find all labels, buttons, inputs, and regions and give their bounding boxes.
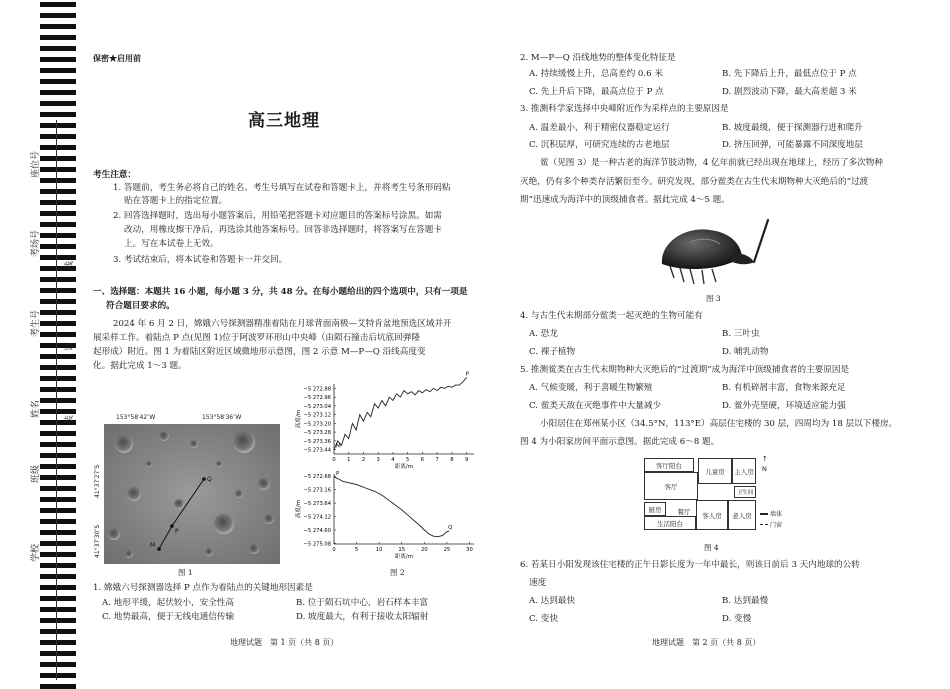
- figure-3-caption: 图 3: [706, 294, 721, 303]
- question-3-option-a: A. 温差最小，利于精密仪器稳定运行: [529, 123, 670, 133]
- question-4-option-a: A. 恐龙: [529, 329, 558, 339]
- map-longitude-left: 153°58′42″W: [116, 414, 156, 421]
- figure-2-caption: 图 2: [390, 568, 405, 577]
- question-5-option-c: C. 鲎类天敌在灭绝事件中大量减少: [529, 401, 662, 411]
- binding-stripe: [40, 2, 76, 7]
- question-5-stem: 5. 推测鲎类在古生代末期物种大灭绝后的“过渡期”成为海洋中顶级捕食者的主要原因是: [520, 365, 850, 375]
- crater-mark: [146, 461, 152, 467]
- binding-stripe: [40, 156, 76, 161]
- question-4-option-c: C. 裸子植物: [529, 347, 576, 357]
- y-tick-label: −5 273.04: [303, 403, 331, 410]
- intro-paragraph-2: 鲎（见图 3）是一种古老的海洋节肢动物，4 亿年前就已经出现在地球上，经历了多次物种: [540, 158, 883, 168]
- map-point-q: Q: [207, 476, 212, 483]
- binding-stripe: [40, 211, 76, 216]
- binding-stripe: [40, 90, 76, 95]
- x-tick-label: 10: [375, 547, 383, 553]
- room-utility-balcony: 生活阳台: [644, 516, 696, 530]
- binding-stripe: [40, 310, 76, 315]
- notice-line: 2. 回答选择题时，选出每小题答案后，用铅笔把答题卡对应题目的答案标号涂黑。如需: [113, 211, 442, 221]
- binding-stripe: [40, 277, 76, 282]
- y-tick-label: −5 273.28: [303, 430, 331, 437]
- binding-stripe: [40, 332, 76, 337]
- crater-mark: [127, 487, 141, 501]
- y-tick-label: −5 272.88: [303, 386, 331, 393]
- map-point-m: M: [150, 542, 156, 549]
- binding-stripe: [40, 376, 76, 381]
- question-2-option-b: B. 先下降后上升，最低点位于 P 点: [722, 69, 857, 79]
- figure-4-floorplan: [636, 455, 786, 541]
- y-axis-label: 高度/m: [296, 409, 302, 429]
- crater-mark: [249, 544, 259, 554]
- crater-mark: [258, 478, 270, 490]
- y-tick-label: −5 273.12: [303, 412, 331, 419]
- question-5-option-d: D. 鲎外壳坚硬，环境适应能力强: [722, 401, 846, 411]
- binding-stripe: [40, 497, 76, 502]
- series-end-label: P: [465, 371, 469, 378]
- x-tick-label: 3: [376, 457, 380, 463]
- page-footer-left: 地理试题 第 1 页（共 8 页）: [230, 638, 339, 647]
- elevation-line: [334, 377, 467, 449]
- question-6-stem: 6. 若某日小阳发现该住宅楼的正午日影长度为一年中最长，则该日前后 3 天内地球的公转: [520, 560, 860, 570]
- north-arrow-icon: ↑: [762, 455, 768, 463]
- binding-stripe: [40, 585, 76, 590]
- cut-mark-staple: 装: [65, 414, 75, 424]
- question-2-stem: 2. M—P—Q 沿线地势的整体变化特征是: [520, 53, 676, 63]
- map-latitude-top: 41°37′27″S: [94, 464, 101, 498]
- intro-paragraph-2: 灭绝，仍有多个种类存活繁衍至今。研究发现，部分鲎类在古生代末期物种大灭绝后的“过渡: [520, 177, 869, 187]
- binding-stripe: [40, 24, 76, 29]
- intro-paragraph: 化。据此完成 1～3 题。: [93, 361, 187, 371]
- question-2-option-d: D. 剧烈波动下降，最大高差超 3 米: [722, 87, 857, 97]
- question-6-option-d: D. 变慢: [722, 614, 752, 624]
- binding-stripe: [40, 68, 76, 73]
- question-5-option-a: A. 气候变暖，利于喜暖生物繁殖: [529, 383, 653, 393]
- binding-line: [56, 120, 57, 680]
- map-longitude-right: 153°58′36″W: [202, 414, 242, 421]
- binding-stripe: [40, 508, 76, 513]
- binding-stripe: [40, 145, 76, 150]
- y-tick-label: −5 273.64: [303, 501, 331, 508]
- question-1-stem: 1. 嫦娥六号探测器选择 P 点作为着陆点的关键地形因素是: [93, 583, 313, 593]
- binding-stripe: [40, 57, 76, 62]
- y-tick-label: −5 274.12: [303, 514, 331, 521]
- section-title: 一、选择题：本题共 16 小题，每小题 3 分，共 48 分。在每小题给出的四个选项中，只有一项是: [93, 287, 468, 297]
- page-footer-right: 地理试题 第 2 页（共 8 页）: [652, 638, 761, 647]
- y-tick-label: −5 272.68: [303, 474, 331, 481]
- x-tick-label: 6: [420, 457, 425, 463]
- binding-stripe: [40, 233, 76, 238]
- room-child: 儿童房: [698, 458, 732, 484]
- section-title-cont: 符合题目要求的。: [106, 301, 175, 311]
- binding-stripe: [40, 662, 76, 667]
- binding-stripe: [40, 79, 76, 84]
- binding-stripe: [40, 618, 76, 623]
- crater-mark: [190, 440, 198, 448]
- x-tick-label: 20: [421, 547, 428, 553]
- crater-mark: [216, 461, 222, 467]
- question-5-option-b: B. 有机碎屑丰富，食物来源充足: [722, 383, 846, 393]
- binding-stripe: [40, 629, 76, 634]
- legend-wall-label: 墙体: [770, 511, 783, 518]
- binding-stripe: [40, 519, 76, 524]
- question-3-option-d: D. 挤压回弹，可能暴露不同深度地层: [722, 140, 863, 150]
- question-1-option-a: A. 地形平缓，起伏较小，安全性高: [102, 598, 234, 608]
- binding-stripe: [40, 13, 76, 18]
- binding-stripe: [40, 431, 76, 436]
- binding-stripe: [40, 288, 76, 293]
- cut-mark-bind: 订: [65, 341, 75, 351]
- y-tick-label: −5 273.16: [303, 487, 331, 494]
- binding-stripe: [40, 244, 76, 249]
- figure-2-chart-pq: [288, 468, 480, 560]
- room-dining: 餐厅: [672, 500, 696, 522]
- map-latitude-bottom: 41°37′30″S: [94, 524, 101, 558]
- crater-mark: [214, 514, 234, 534]
- binding-stripe: [40, 189, 76, 194]
- x-tick-label: 25: [443, 547, 451, 553]
- room-living: 客厅: [644, 472, 698, 500]
- binding-stripe: [40, 134, 76, 139]
- confidential-header: 保密★启用前: [93, 53, 141, 63]
- series-end-label: Q: [448, 525, 453, 532]
- legend-wall-symbol: [760, 513, 768, 515]
- binding-stripe: [40, 684, 76, 689]
- binding-stripe: [40, 486, 76, 491]
- notice-line: 上。写在本试卷上无效。: [124, 239, 219, 249]
- question-4-stem: 4. 与古生代末期部分鲎类一起灭绝的生物可能有: [520, 311, 703, 321]
- binding-stripe: [40, 46, 76, 51]
- binding-stripe: [40, 200, 76, 205]
- series-start-label: M: [336, 443, 341, 450]
- crater-mark: [125, 550, 133, 558]
- question-6-option-c: C. 变快: [529, 614, 558, 624]
- crater-mark: [159, 431, 169, 441]
- x-tick-label: 2: [361, 457, 366, 463]
- binding-stripe: [40, 178, 76, 183]
- room-elderly: 老人房: [728, 500, 756, 530]
- question-2-option-c: C. 先上升后下降，最高点位于 P 点: [529, 87, 664, 97]
- x-tick-label: 0: [332, 457, 336, 463]
- y-tick-label: −5 274.60: [303, 528, 331, 534]
- legend-door-label: 门窗: [770, 522, 783, 529]
- question-6-option-a: A. 达到最快: [529, 596, 576, 606]
- question-4-option-b: B. 三叶虫: [722, 329, 760, 339]
- page-title: 高三地理: [248, 111, 320, 131]
- binding-stripe: [40, 321, 76, 326]
- x-tick-label: 5: [406, 457, 410, 463]
- elevation-line: [334, 477, 449, 537]
- binding-stripe: [40, 453, 76, 458]
- x-axis-label: 距离/m: [394, 554, 414, 560]
- map-point-p: P: [175, 528, 179, 535]
- crater-mark: [108, 528, 120, 540]
- binding-stripe: [40, 552, 76, 557]
- binding-stripe: [40, 541, 76, 546]
- binding-stripe: [40, 530, 76, 535]
- room-bathroom: 卫生间: [734, 486, 756, 498]
- crater-mark: [233, 431, 255, 453]
- x-tick-label: 5: [354, 547, 359, 553]
- crater-mark: [115, 435, 133, 453]
- x-tick-label: 9: [464, 457, 469, 463]
- crater-mark: [264, 514, 274, 524]
- binding-stripe: [40, 651, 76, 656]
- room-kitchen: 厨房: [644, 502, 666, 516]
- notice-line: 3. 考试结束后，将本试卷和答题卡一并交回。: [113, 255, 288, 265]
- question-3-option-b: B. 坡度最缓，便于探测器行进和爬升: [722, 123, 863, 133]
- y-tick-label: −5 275.08: [303, 541, 331, 548]
- binding-stripe: [40, 299, 76, 304]
- binding-stripe: [40, 563, 76, 568]
- binding-label-school: 学校: [31, 543, 41, 562]
- question-3-stem: 3. 推测科学家选择中央峰附近作为采样点的主要原因是: [520, 104, 729, 114]
- binding-stripe: [40, 398, 76, 403]
- room-guest: 客人房: [696, 500, 728, 530]
- figure-2-chart-mp: [288, 371, 480, 470]
- x-tick-label: 4: [391, 457, 395, 463]
- binding-stripe: [40, 673, 76, 678]
- question-6-stem-cont: 速度: [529, 578, 547, 588]
- x-tick-label: 8: [450, 457, 454, 463]
- binding-label-exam-id: 考生号: [31, 309, 41, 337]
- series-start-label: P: [336, 470, 340, 477]
- lunar-surface-image: [104, 424, 280, 564]
- figure-1-caption: 图 1: [178, 568, 193, 577]
- cut-mark-line: 线: [65, 260, 75, 270]
- notice-title: 考生注意：: [93, 170, 136, 180]
- y-tick-label: −5 273.20: [303, 421, 331, 428]
- binding-stripe: [40, 167, 76, 172]
- binding-stripe: [40, 596, 76, 601]
- binding-stripe: [40, 640, 76, 645]
- question-1-option-c: C. 地势最高，便于无线电通信传输: [102, 612, 235, 622]
- y-tick-label: −5 272.96: [303, 395, 331, 402]
- binding-stripe: [40, 607, 76, 612]
- figure-4-caption: 图 4: [704, 543, 719, 552]
- binding-stripe: [40, 123, 76, 128]
- binding-stripe: [40, 574, 76, 579]
- question-4-option-d: D. 哺乳动物: [722, 347, 769, 357]
- binding-stripe: [40, 409, 76, 414]
- x-tick-label: 7: [435, 457, 439, 463]
- intro-paragraph-3: 图 4 为小阳家房间平面示意图。据此完成 6～8 题。: [520, 437, 720, 447]
- binding-stripe: [40, 101, 76, 106]
- binding-stripe: [40, 387, 76, 392]
- room-master: 主人房: [732, 458, 756, 484]
- x-tick-label: 1: [347, 457, 351, 463]
- question-6-option-b: B. 达到最慢: [722, 596, 769, 606]
- x-tick-label: 0: [332, 547, 336, 553]
- question-2-option-a: A. 持续缓慢上升，总高差约 0.6 米: [529, 69, 663, 79]
- question-1-option-d: D. 坡度最大，有利于接收太阳辐射: [296, 612, 429, 622]
- intro-paragraph-2: 期”迅速成为海洋中的顶级捕食者。据此完成 4～5 题。: [520, 195, 730, 205]
- crater-mark: [174, 499, 184, 509]
- x-axis-label: 距离/m: [394, 464, 414, 470]
- binding-stripe: [40, 222, 76, 227]
- notice-line: 贴在答题卡上的指定位置。: [124, 196, 228, 206]
- question-1-option-b: B. 位于陨石坑中心，岩石样本丰富: [296, 598, 429, 608]
- y-axis-label: 高度/m: [296, 499, 302, 519]
- intro-paragraph-3: 小阳居住在郑州某小区（34.5°N，113°E）高层住宅楼的 30 层，四周均为 18 层以下楼房。: [540, 419, 898, 429]
- crater-mark: [205, 548, 213, 556]
- binding-stripe: [40, 35, 76, 40]
- binding-stripe: [40, 365, 76, 370]
- x-tick-label: 30: [466, 547, 473, 553]
- intro-paragraph: 起形成）附近。图 1 为着陆区附近区域微地形示意图，图 2 示意 M—P—Q 沿线高度变: [93, 347, 426, 357]
- binding-stripe: [40, 475, 76, 480]
- binding-stripe: [40, 255, 76, 260]
- binding-label-seat: 座位号: [31, 150, 41, 178]
- binding-label-class: 班级: [31, 464, 41, 483]
- binding-label-name: 姓名: [31, 399, 41, 418]
- x-tick-label: 15: [398, 547, 406, 553]
- binding-stripe: [40, 464, 76, 469]
- intro-paragraph: 展采样工作。着陆点 P 点(见图 1)位于阿波罗环形山中央峰（由陨石撞击后坑底回弹隆: [93, 333, 420, 343]
- figure-1-map: [92, 410, 282, 578]
- y-tick-label: −5 273.44: [303, 447, 331, 454]
- room-living-balcony: 客厅阳台: [644, 458, 694, 472]
- notice-line: 1. 答题前，考生务必将自己的姓名、考生号填写在试卷和答题卡上，并将考生号条形码粘: [113, 183, 451, 193]
- binding-stripe: [40, 442, 76, 447]
- legend-door-symbol: [760, 524, 768, 525]
- crater-mark: [235, 490, 243, 498]
- y-tick-label: −5 273.36: [303, 438, 331, 445]
- horseshoe-crab-image: [650, 212, 770, 292]
- binding-label-room: 考场号: [31, 229, 41, 257]
- intro-paragraph: 2024 年 6 月 2 日，嫦娥六号探测器精准着陆在月球背面南极—艾特肯盆地预选区域并开: [113, 319, 452, 329]
- binding-stripe: [40, 112, 76, 117]
- question-3-option-c: C. 沉积层厚，可研究连续的古老地层: [529, 140, 670, 150]
- notice-line: 改动，用橡皮擦干净后，再选涂其他答案标号。回答非选择题时，将答案写在答题卡: [124, 225, 442, 235]
- north-label: N: [762, 465, 767, 473]
- binding-stripe: [40, 354, 76, 359]
